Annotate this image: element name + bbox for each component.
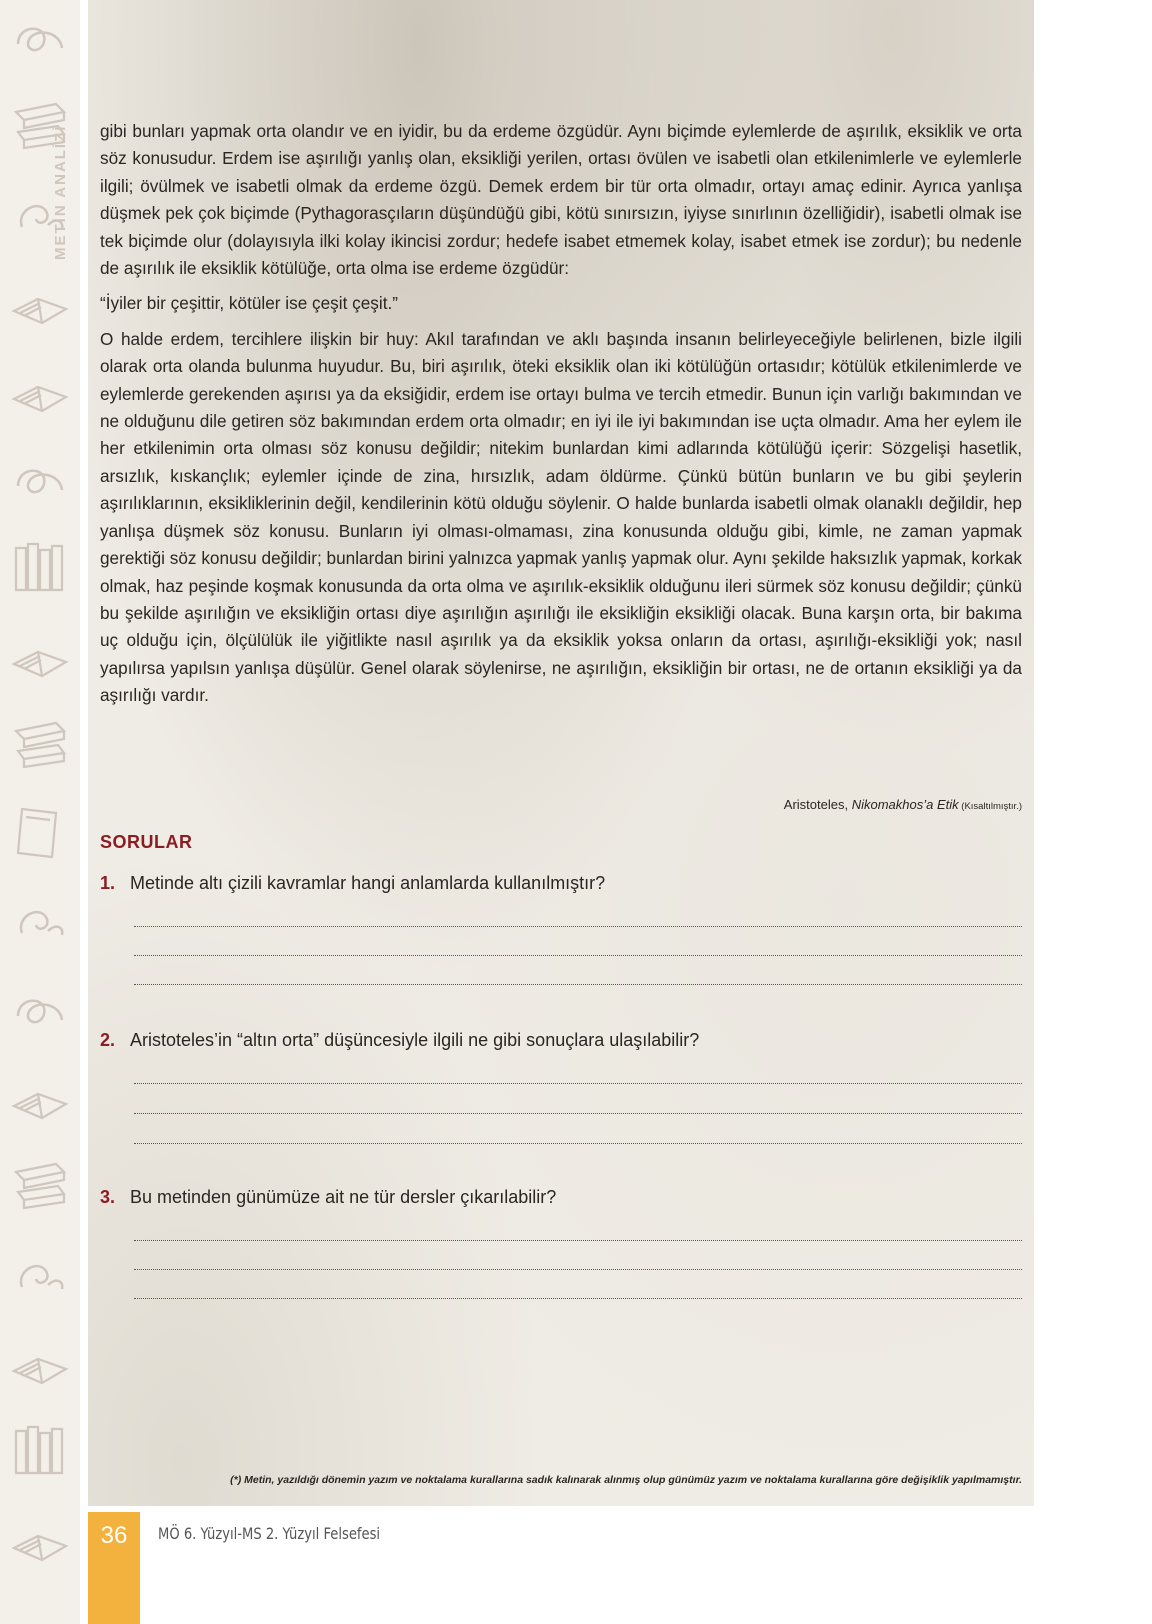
citation-note: (Kısaltılmıştır.) [958,801,1022,812]
open-book-icon [8,1506,72,1570]
paragraph: gibi bunları yapmak orta olandır ve en iyidir, bu da erdeme özgüdür. Aynı biçimde eylemlerde de aşırılık, eksiklik ve orta söz konusudur. Erdem ise aşırılığı yanlış olan, eksikliği yerilen, ortası övülen ve isabetli olan etkilenimlerle ve eylemlerle ilgili; övülmek ve isabetli olmak da erdeme özgü. Demek erdem bir tür orta olmadır, ortayı amaç edinir. Ayrıca yanlışa düşmek pek çok biçimde (Pythagorasçıların düşündüğü gibi, kötü sınırsızın, iyiyse sınırlının özelliğidir), isabetli olmak ise tek biçimde olur (dolayısıyla ilki kolay ikincisi zordur; hedefe isabet etmemek kolay, isabet etmek ise zordur); bu nedenle de aşırılık ile eksiklik kötülüğe, orta olma ise erdeme özgüdür: [100,121,1022,279]
book-stack-icon [8,1152,72,1216]
answer-line[interactable] [134,1113,1022,1114]
curl-icon [8,4,72,68]
question-text: Metinde altı çizili kavramlar hangi anlamlarda kullanılmıştır? [130,873,606,893]
answer-line[interactable] [134,926,1022,927]
footnote: (*) Metin, yazıldığı dönemin yazım ve noktalama kurallarına sadık kalınarak alınmış olup günümüz yazım ve noktalama kurallarına göre değişiklik yapılmamıştır. [230,1474,1022,1486]
quote: “İyiler bir çeşittir, kötüler ise çeşit çeşit.” [100,293,398,314]
citation [100,797,1022,812]
swirl-icon [8,887,72,951]
paragraph: O halde erdem, tercihlere ilişkin bir huy: Akıl tarafından ve aklı başında insanın belirleyeceğiyle belirlenen, bizle ilgili olarak orta olanda bulunma huyudur. Bu, biri aşırılık, öteki eksiklik olan iki kötülüğün ortasıdır; kötülük etkilenimlerde ve eylemlerde gerekenden aşırısı ya da eksiğidir, erdem ise ortayı bulma ve tercih etmedir. Bunun için varlığı bakımından ve ne olduğunu dile getiren söz bakımından erdem orta olmadır; en iyi ile iyi bakımından ise uçta olmadır. Ama her eylem ile her etkilenimin orta olması söz konusu değildir; nitekim bunlardan kimi adlarında kötülüğü içerir: Sözgelişi hasetlik, arsızlık, kıskançlık; eylemler içinde de zina, hırsızlık, adam öldürme. Çünkü bütün bunların ve bu gibi şeylerin aşırılıklarının, eksikliklerinin değil, kendilerinin kötü olduğu söylenir. O halde bunlarda isabetli olmak olanaklı değildir, hep yanlışa düşmek söz konusu. Bunların iyi olması-olmaması, zina konusunda olduğu gibi, kimle, ne zaman yapmak gerektiği söz konusu değildir; bunlardan birini yalnızca yapmak yanlış yapmak olur. Aynı şekilde haksızlık yapmak, korkak olmak, haz peşinde koşmak konusunda da orta olma ve aşırılık-eksiklik olduğunu ileri sürmek söz konusu değildir; çünkü bu şekilde aşırılığın ve eksikliğin ortası diye aşırılığın aşırılığı ile eksikliğin eksikliği olacak. Buna karşın orta, bir bakıma uç olduğu için, ölçülülük ile yiğitlikte nasıl aşırılık ya da eksiklik yoksa onların da ortası, aşırılığı-eksikliği yok; nasıl yapılırsa yapılsın yanlışa düşülür. Genel olarak söylenirse, ne aşırılığın, eksikliğin bir ortası, ne de ortanın eksikliği ya da aşırılığı vardır. [100,328,1022,706]
question-1 [100,873,605,894]
citation-author: Aristoteles, [783,797,852,812]
chapter-title: MÖ 6. Yüzyıl-MS 2. Yüzyıl Felsefesi [158,1524,381,1543]
question-2 [100,1030,699,1051]
book-icon [8,799,72,863]
section-label-text: METİN ANALİZİ [52,124,69,260]
curl-icon [8,976,72,1040]
open-book-icon [8,1329,72,1393]
answer-line[interactable] [134,955,1022,956]
book-stack-icon [8,711,72,775]
main-text [100,118,1022,718]
question-number: 2. [100,1030,116,1050]
answer-line[interactable] [134,1143,1022,1144]
answer-line[interactable] [134,1240,1022,1241]
books-shelf-icon [8,1417,72,1481]
open-book-icon [8,1064,72,1128]
answer-line[interactable] [134,1269,1022,1270]
answer-line[interactable] [134,1083,1022,1084]
answer-line[interactable] [134,1298,1022,1299]
open-book-icon [8,357,72,421]
page-number-badge [88,1512,140,1624]
open-book-icon [8,269,72,333]
curl-icon [8,446,72,510]
swirl-icon [8,181,72,245]
book-stack-icon [8,92,72,156]
question-number: 3. [100,1187,116,1207]
page-number: 36 [100,1522,128,1549]
question-3 [100,1187,556,1208]
question-text: Aristoteles’in “altın orta” düşüncesiyle ilgili ne gibi sonuçlara ulaşılabilir? [130,1030,700,1050]
open-book-icon [8,622,72,686]
questions-heading: SORULAR [100,832,193,852]
swirl-icon [8,1241,72,1305]
question-number: 1. [100,873,116,893]
citation-title: Nikomakhos’a Etik [851,797,959,812]
answer-line[interactable] [134,984,1022,985]
books-shelf-icon [8,534,72,598]
question-text: Bu metinden günümüze ait ne tür dersler çıkarılabilir? [130,1187,557,1207]
